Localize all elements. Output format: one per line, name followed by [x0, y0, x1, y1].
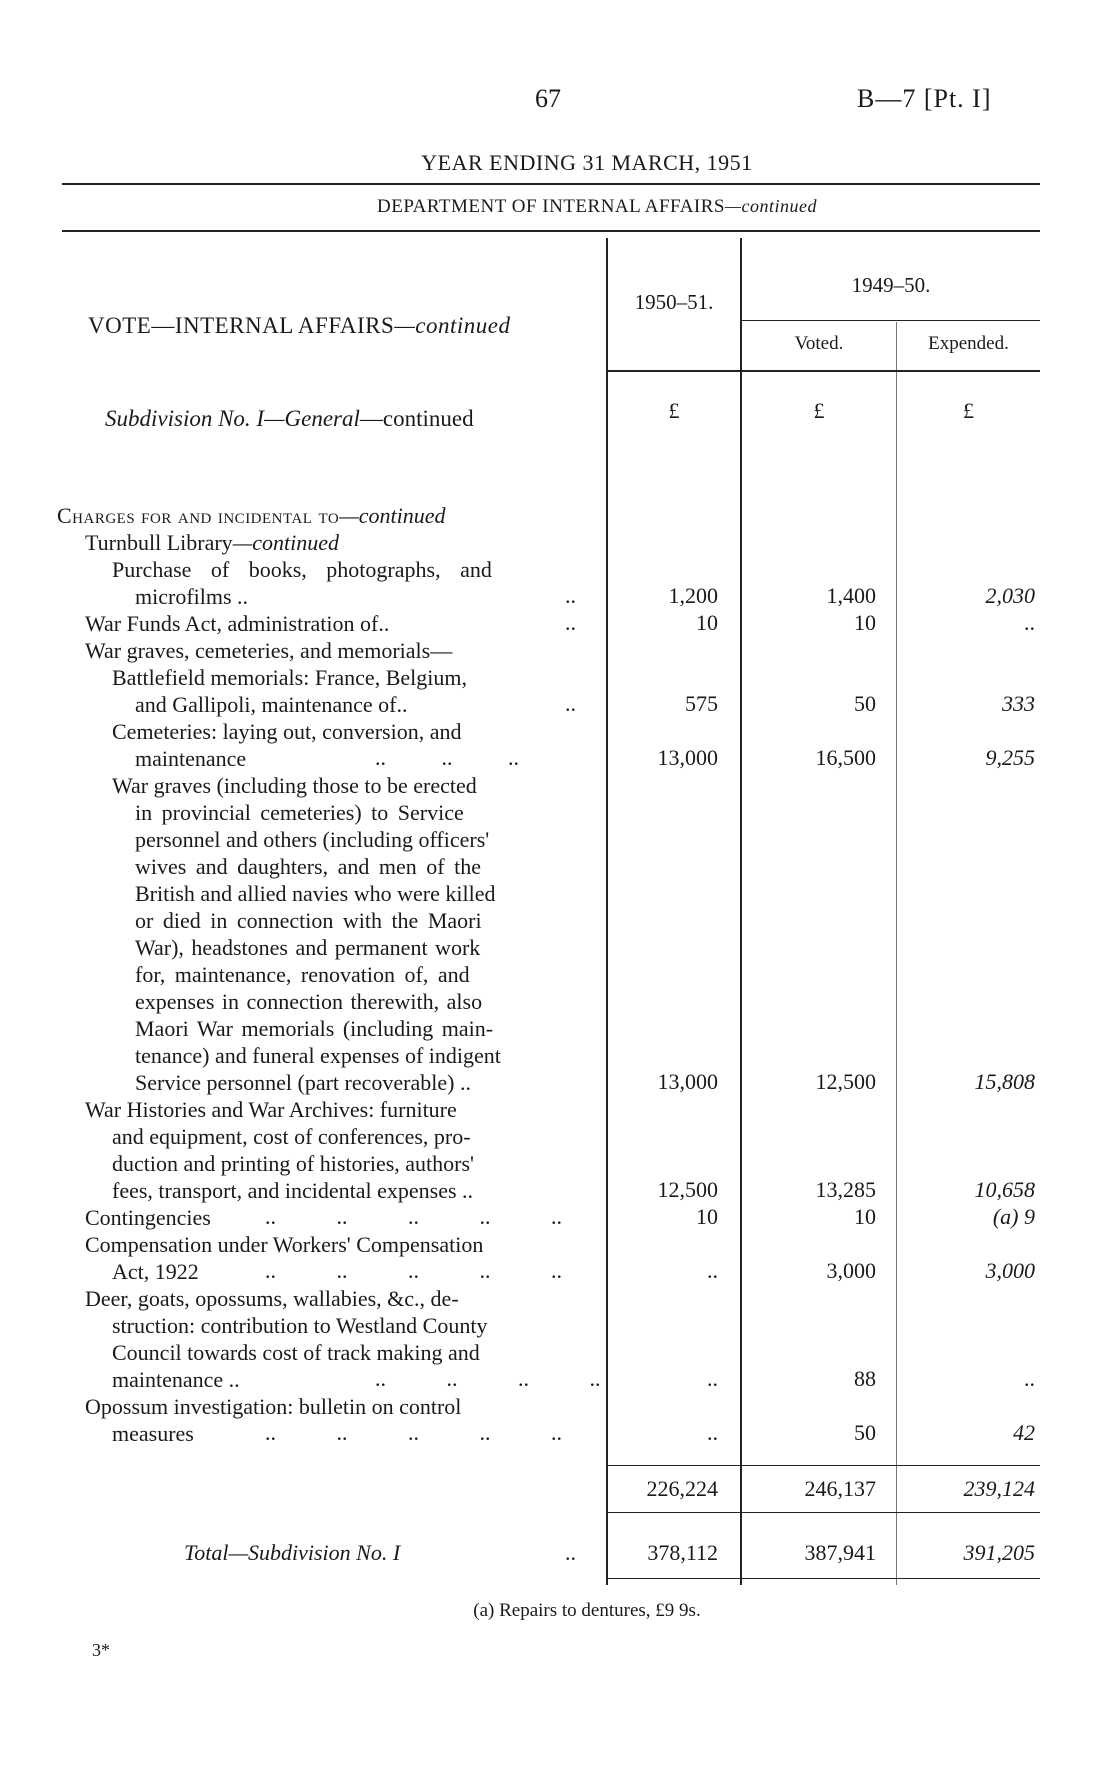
row-description: in provincial cemeteries) to Service	[135, 800, 464, 825]
row-description: Contingencies	[85, 1205, 211, 1230]
leader-dots: .. .. .. .. ..	[265, 1420, 562, 1445]
value-expended: 10,658	[974, 1177, 1035, 1202]
currency-voted: £	[813, 398, 825, 423]
value-expended: ..	[1024, 610, 1035, 635]
value-voted: 50	[854, 691, 876, 716]
value-1950: 13,000	[657, 745, 718, 770]
value-expended: 333	[1002, 691, 1035, 716]
row-description: for, maintenance, renovation of, and	[135, 962, 470, 987]
divider	[62, 230, 1040, 232]
value-1950: 1,200	[668, 583, 718, 608]
row-description: Compensation under Workers' Compensation	[85, 1232, 484, 1257]
row-description: personnel and others (including officers'	[135, 827, 490, 852]
value-1950: ..	[707, 1366, 718, 1391]
row-description: British and allied navies who were killed	[135, 881, 496, 906]
value-1950: 13,000	[657, 1069, 718, 1094]
leader-dots: ..	[565, 610, 576, 635]
row-description: Service personnel (part recoverable) ..	[135, 1070, 471, 1095]
column-header-voted: Voted.	[794, 333, 844, 354]
value-1950: ..	[707, 1420, 718, 1445]
row-description: Cemeteries: laying out, conversion, and	[112, 719, 462, 744]
row-description: War graves, cemeteries, and memorials—	[85, 638, 453, 663]
row-description: War graves (including those to be erected	[112, 773, 477, 798]
department-title: DEPARTMENT OF INTERNAL AFFAIRS—continued	[377, 196, 817, 217]
column-rule	[740, 238, 742, 1585]
row-description: and Gallipoli, maintenance of..	[135, 692, 408, 717]
value-expended: 9,255	[985, 745, 1035, 770]
divider	[606, 370, 1040, 372]
total-voted: 387,941	[804, 1540, 876, 1565]
row-description: War Funds Act, administration of..	[85, 611, 390, 636]
total-1950: 378,112	[647, 1540, 718, 1565]
page-number: 67	[535, 84, 561, 113]
subtotal-expended: 239,124	[963, 1476, 1035, 1501]
leader-dots: ..	[565, 1540, 576, 1565]
leader-dots: .. .. .. .. ..	[265, 1258, 562, 1283]
subtotal-voted: 246,137	[804, 1476, 876, 1501]
row-description: microfilms ..	[135, 584, 249, 609]
subdivision-title: Subdivision No. I—General—continued	[105, 406, 474, 431]
value-expended: 2,030	[985, 583, 1035, 608]
total-expended: 391,205	[963, 1540, 1035, 1565]
row-description: maintenance	[135, 746, 247, 771]
value-voted: 13,285	[815, 1177, 876, 1202]
row-description: Opossum investigation: bulletin on control	[85, 1394, 462, 1419]
row-description: War Histories and War Archives: furniture	[85, 1097, 457, 1122]
value-1950: 10	[696, 610, 718, 635]
total-label: Total—Subdivision No. I	[184, 1540, 401, 1565]
leader-dots: .. .. ..	[375, 745, 519, 770]
value-voted: 1,400	[826, 583, 876, 608]
printer-signature: 3*	[92, 1640, 110, 1660]
value-voted: 12,500	[815, 1069, 876, 1094]
row-description: Turnbull Library—continued	[85, 530, 340, 555]
row-description: maintenance ..	[112, 1367, 240, 1392]
leader-dots: .. .. .. ..	[375, 1366, 601, 1391]
leader-dots: ..	[565, 583, 576, 608]
row-description: fees, transport, and incidental expenses ..	[112, 1178, 474, 1203]
footnote: (a) Repairs to dentures, £9 9s.	[473, 1600, 701, 1621]
row-description: Act, 1922	[112, 1259, 199, 1284]
year-title: YEAR ENDING 31 MARCH, 1951	[421, 150, 753, 175]
column-rule	[606, 238, 608, 1585]
column-rule	[896, 322, 897, 1585]
row-description: duction and printing of histories, authors'	[112, 1151, 475, 1176]
value-expended: ..	[1024, 1366, 1035, 1391]
value-1950: 575	[685, 691, 718, 716]
currency-expended: £	[963, 398, 974, 423]
value-voted: 16,500	[815, 745, 876, 770]
value-expended: (a) 9	[992, 1204, 1035, 1229]
row-description: tenance) and funeral expenses of indigent	[135, 1043, 501, 1068]
document-reference: B—7 [Pt. I]	[857, 84, 992, 113]
value-voted: 10	[854, 1204, 876, 1229]
divider	[62, 183, 1040, 185]
divider	[606, 1578, 1040, 1579]
column-header-expended: Expended.	[928, 333, 1009, 354]
value-1950: 12,500	[657, 1177, 718, 1202]
row-description: War), headstones and permanent work	[135, 935, 481, 960]
column-header-1949: 1949–50.	[851, 273, 931, 297]
divider	[606, 1512, 1040, 1513]
row-description: Charges for and incidental to—continued	[57, 503, 446, 528]
value-expended: 15,808	[974, 1069, 1035, 1094]
value-voted: 88	[854, 1366, 876, 1391]
row-description: Battlefield memorials: France, Belgium,	[112, 665, 467, 690]
row-description: struction: contribution to Westland County	[112, 1313, 488, 1338]
row-description: measures	[112, 1421, 194, 1446]
value-voted: 10	[854, 610, 876, 635]
leader-dots: .. .. .. .. ..	[265, 1204, 562, 1229]
column-header-1950: 1950–51.	[634, 290, 714, 314]
vote-title: VOTE—INTERNAL AFFAIRS—continued	[88, 313, 511, 338]
row-description: Council towards cost of track making and	[112, 1340, 480, 1365]
row-description: Purchase of books, photographs, and	[112, 557, 492, 582]
value-expended: 42	[1013, 1420, 1035, 1445]
value-voted: 50	[854, 1420, 876, 1445]
subtotal-1950: 226,224	[646, 1476, 718, 1501]
row-description: expenses in connection therewith, also	[135, 989, 483, 1014]
value-voted: 3,000	[826, 1258, 876, 1283]
row-description: and equipment, cost of conferences, pro-	[112, 1124, 471, 1149]
value-1950: 10	[696, 1204, 718, 1229]
row-description: Maori War memorials (including main-	[135, 1016, 494, 1041]
row-description: Deer, goats, opossums, wallabies, &c., de-	[85, 1286, 459, 1311]
value-1950: ..	[707, 1258, 718, 1283]
row-description: or died in connection with the Maori	[135, 908, 482, 933]
row-description: wives and daughters, and men of the	[135, 854, 481, 879]
currency-1950: £	[668, 398, 680, 423]
divider	[740, 320, 1040, 321]
leader-dots: ..	[565, 691, 576, 716]
value-expended: 3,000	[985, 1258, 1035, 1283]
divider	[606, 1465, 1040, 1466]
